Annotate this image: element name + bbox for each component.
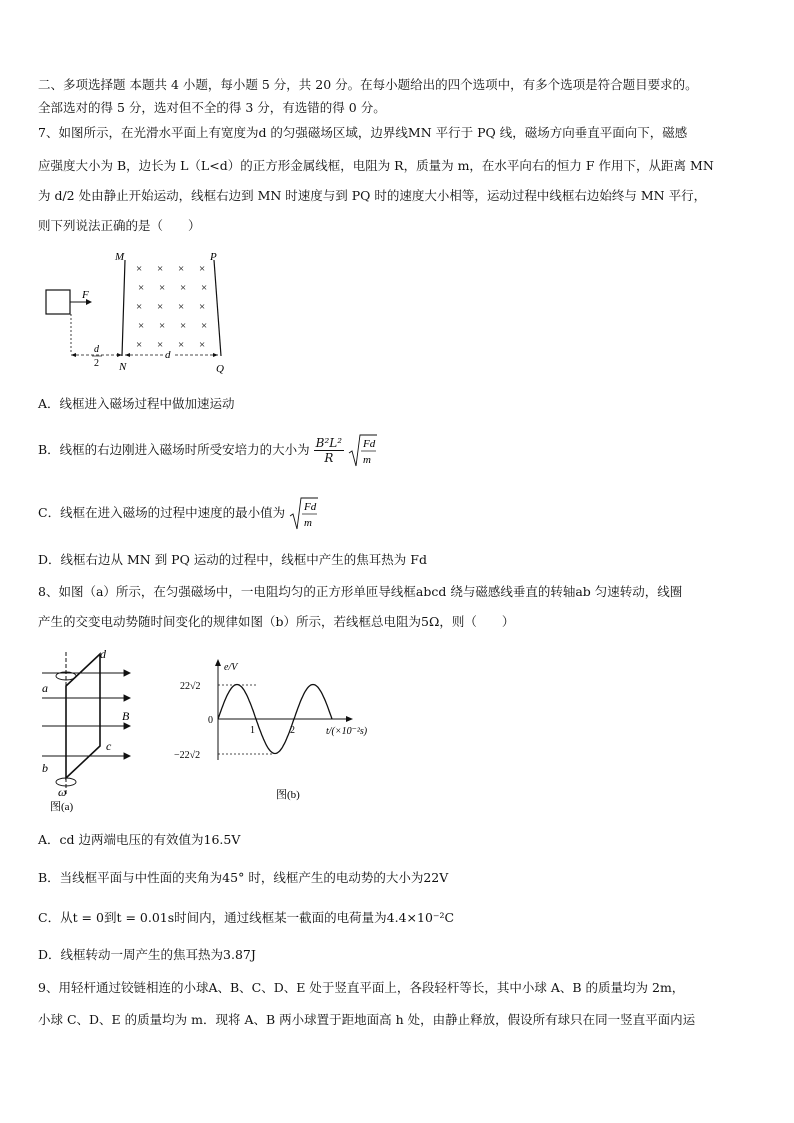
field-cross: × (136, 263, 143, 275)
q7-option-c: C．线框在进入磁场的过程中速度的最小值为 Fd m (38, 495, 319, 531)
svg-text:0: 0 (208, 715, 213, 726)
svg-text:e/V: e/V (224, 662, 238, 673)
svg-text:ω: ω (58, 785, 67, 799)
svg-text:M: M (115, 251, 125, 263)
section-header-line1: 二、多项选择题 本题共 4 小题，每小题 5 分，共 20 分。在每小题给出的四个选项中，有多个选项是符合题目要求的。 (38, 77, 698, 92)
svg-text:图(a): 图(a) (50, 801, 74, 813)
force-label: F (82, 289, 89, 301)
svg-text:m: m (304, 516, 313, 529)
svg-text:−22√2: −22√2 (174, 750, 201, 761)
field-cross: × (159, 282, 166, 294)
svg-text:d: d (94, 344, 99, 355)
svg-text:Q: Q (216, 363, 224, 375)
option-c-sqrt (289, 496, 319, 532)
field-cross: × (199, 263, 206, 275)
q7-line4: 则下列说法正确的是（ ） (38, 218, 201, 233)
field-cross: × (178, 263, 185, 275)
q7-option-d: D．线框右边从 MN 到 PQ 运动的过程中，线框中产生的焦耳热为 Fd (38, 552, 427, 567)
svg-text:c: c (106, 739, 112, 753)
svg-text:b: b (42, 761, 48, 775)
section-header-line2: 全部选对的得 5 分，选对但不全的得 3 分，有选错的得 0 分。 (38, 100, 386, 115)
boundary-PQ (214, 260, 221, 356)
q8-option-d: D．线框转动一周产生的焦耳热为3.87J (38, 947, 256, 962)
boundary-MN (122, 260, 125, 356)
field-cross: × (159, 320, 166, 332)
field-cross: × (180, 320, 187, 332)
svg-text:2: 2 (290, 725, 295, 736)
q8-option-c: C．从t = 0到t = 0.01s时间内，通过线框某一截面的电荷量为4.4×10⁻²C (38, 910, 455, 925)
svg-text:t/(×10⁻²s): t/(×10⁻²s) (326, 726, 368, 737)
svg-text:N: N (119, 361, 127, 373)
svg-text:d: d (165, 349, 171, 361)
q7-line2: 应强度大小为 B，边长为 L（L<d）的正方形金属线框，电阻为 R，质量为 m，在水平向右的恒力 F 作用下，从距离 MN (38, 158, 714, 173)
field-cross: × (201, 320, 208, 332)
field-cross: × (138, 282, 145, 294)
field-cross: × (138, 320, 145, 332)
svg-text:B: B (122, 709, 130, 723)
square-frame (46, 290, 70, 314)
option-b-sqrt (348, 433, 378, 469)
field-cross: × (180, 282, 187, 294)
field-cross: × (199, 339, 206, 351)
svg-text:m: m (363, 453, 372, 466)
field-cross: × (157, 301, 164, 313)
svg-text:1: 1 (250, 725, 255, 736)
field-cross: × (178, 301, 185, 313)
svg-text:a: a (42, 681, 48, 695)
q7-option-b: B．线框的右边刚进入磁场时所受安培力的大小为 $\frac{\text{B²L²}}{R}$ Fd m (38, 432, 378, 468)
field-cross: × (157, 339, 164, 351)
field-cross: × (136, 301, 143, 313)
svg-text:d: d (100, 647, 106, 661)
svg-text:图(b): 图(b) (276, 789, 300, 801)
q8-line1: 8、如图（a）所示，在匀强磁场中，一电阻均匀的正方形单匝导线框abcd 绕与磁感线垂直的转轴ab 匀速转动，线圈 (38, 584, 683, 599)
q7-line3: 为 d/2 处由静止开始运动，线框右边到 MN 时速度与到 PQ 时的速度大小相等，运动过程中线框右边始终与 MN 平行， (38, 188, 707, 203)
svg-text:22√2: 22√2 (180, 681, 201, 692)
option-b-fraction: $\frac{\text{B²L²}}{R}$ (315, 436, 343, 465)
q7-magnetic-field-figure (38, 248, 248, 376)
field-crosses (136, 263, 207, 351)
q8-option-b: B．当线框平面与中性面的夹角为45° 时，线框产生的电动势的大小为22V (38, 870, 449, 885)
q8-line2: 产生的交变电动势随时间变化的规律如图（b）所示，若线框总电阻为5Ω，则（ ） (38, 614, 515, 629)
field-cross: × (201, 282, 208, 294)
field-cross: × (199, 301, 206, 313)
q7-line1: 7、如图所示，在光滑水平面上有宽度为d 的匀强磁场区域，边界线MN 平行于 PQ 线，磁场方向垂直平面向下，磁感 (38, 125, 688, 140)
q8-figure-a (38, 646, 148, 816)
q9-line1: 9、用轻杆通过铰链相连的小球A、B、C、D、E 处于竖直平面上，各段轻杆等长，其中小球 A、B 的质量均为 2m， (38, 980, 685, 995)
field-cross: × (178, 339, 185, 351)
svg-text:Fd: Fd (304, 500, 317, 513)
field-cross: × (157, 263, 164, 275)
svg-text:P: P (210, 251, 217, 263)
svg-text:2: 2 (94, 358, 99, 369)
q9-line2: 小球 C、D、E 的质量均为 m．现将 A、B 两小球置于距地面高 h 处，由静止释放，假设所有球只在同一竖直平面内运 (38, 1012, 696, 1027)
field-cross: × (136, 339, 143, 351)
q7-option-a: A．线框进入磁场过程中做加速运动 (38, 396, 235, 411)
q8-option-a: A．cd 边两端电压的有效值为16.5V (38, 832, 241, 847)
svg-text:Fd: Fd (363, 437, 376, 450)
q8-figure-b (172, 656, 392, 806)
